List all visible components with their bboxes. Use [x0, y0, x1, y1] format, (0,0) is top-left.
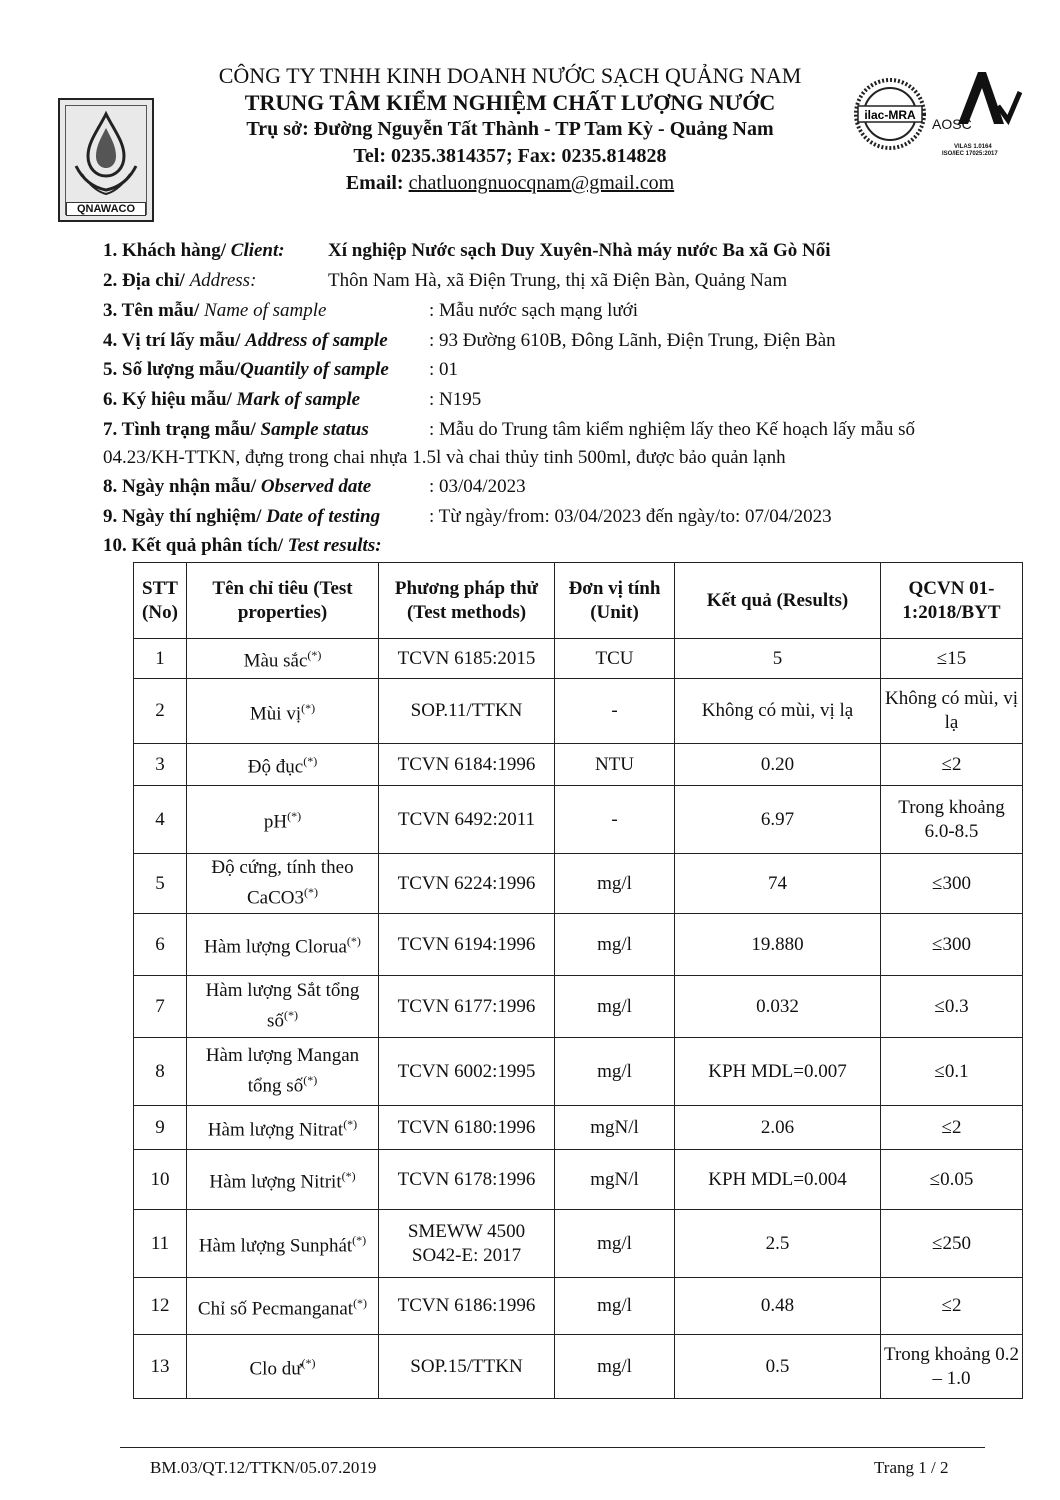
info-sample-location: 4. Vị trí lấy mẫu/ Address of sample : 93 Đường 610B, Đông Lãnh, Điện Trung, Điện Bàn — [103, 330, 836, 351]
row-limit: Trong khoảng 0.2 – 1.0 — [881, 1335, 1023, 1399]
aosc-badge — [932, 68, 1022, 158]
table-row — [134, 1106, 1023, 1150]
row-result: 2.5 — [675, 1210, 881, 1278]
row-result: KPH MDL=0.007 — [675, 1038, 881, 1106]
row-test-method: TCVN 6178:1996 — [379, 1150, 555, 1210]
row-test-property: Hàm lượng Nitrit(*) — [187, 1150, 379, 1210]
header-test-methods: Phương pháp thử (Test methods) — [379, 563, 555, 639]
row-test-property: Hàm lượng Mangan tổng số(*) — [187, 1038, 379, 1106]
row-result: 6.97 — [675, 786, 881, 854]
row-no: 13 — [134, 1335, 187, 1399]
row-test-method: TCVN 6224:1996 — [379, 854, 555, 914]
row-no: 10 — [134, 1150, 187, 1210]
row-no: 4 — [134, 786, 187, 854]
row-unit: mg/l — [555, 854, 675, 914]
row-result: Không có mùi, vị lạ — [675, 679, 881, 744]
row-test-method: TCVN 6184:1996 — [379, 744, 555, 786]
info-received-date: 8. Ngày nhận mẫu/ Observed date : 03/04/2023 — [103, 476, 526, 497]
row-test-property: Hàm lượng Nitrat(*) — [187, 1106, 379, 1150]
row-limit: Không có mùi, vị lạ — [881, 679, 1023, 744]
row-test-property: Màu sắc(*) — [187, 639, 379, 679]
results-table — [133, 562, 1023, 1399]
row-unit: TCU — [555, 639, 675, 679]
row-limit: ≤300 — [881, 914, 1023, 976]
info-client: 1. Khách hàng/ Client: Xí nghiệp Nước sạch Duy Xuyên-Nhà máy nước Ba xã Gò Nổi — [103, 240, 831, 261]
header-test-properties: Tên chỉ tiêu (Test properties) — [187, 563, 379, 639]
table-row — [134, 1210, 1023, 1278]
row-unit: mg/l — [555, 976, 675, 1038]
table-row — [134, 914, 1023, 976]
row-limit: ≤2 — [881, 1278, 1023, 1335]
company-name: CÔNG TY TNHH KINH DOANH NƯỚC SẠCH QUẢNG NAM — [218, 63, 802, 88]
table-row — [134, 1150, 1023, 1210]
accreditation-marker: (*) — [304, 885, 318, 900]
email-line — [170, 170, 850, 197]
row-unit: mg/l — [555, 1210, 675, 1278]
header-stt: STT (No) — [134, 563, 187, 639]
logo-brand: QNAWACO — [66, 202, 146, 216]
table-row — [134, 744, 1023, 786]
row-limit: ≤0.05 — [881, 1150, 1023, 1210]
row-test-method: TCVN 6180:1996 — [379, 1106, 555, 1150]
iso-standard: ISO/IEC 17025:2017 — [942, 151, 998, 157]
letterhead — [170, 62, 850, 197]
row-test-property: Độ cứng, tính theo CaCO3(*) — [187, 854, 379, 914]
row-test-method: TCVN 6002:1995 — [379, 1038, 555, 1106]
info-testing-date: 9. Ngày thí nghiệm/ Date of testing : Từ ngày/from: 03/04/2023 đến ngày/to: 07/04/2023 — [103, 506, 832, 527]
phone-fax: Tel: 0235.3814357; Fax: 0235.814828 — [353, 145, 667, 167]
accreditation-marker: (*) — [283, 1008, 298, 1023]
page-number: Trang 1 / 2 — [874, 1458, 949, 1477]
row-unit: mg/l — [555, 914, 675, 976]
vilas-code: VILAS 1.0164 — [954, 144, 992, 150]
row-test-property: Hàm lượng Sắt tổng số(*) — [187, 976, 379, 1038]
ilac-mra-badge — [852, 72, 928, 158]
row-limit: ≤0.3 — [881, 976, 1023, 1038]
row-result: 0.5 — [675, 1335, 881, 1399]
row-result: 0.48 — [675, 1278, 881, 1335]
row-result: 74 — [675, 854, 881, 914]
aosc-label: AOSC — [932, 116, 972, 132]
row-unit: mg/l — [555, 1038, 675, 1106]
row-test-property: Hàm lượng Clorua(*) — [187, 914, 379, 976]
table-row — [134, 679, 1023, 744]
row-test-property: pH(*) — [187, 786, 379, 854]
header-unit: Đơn vị tính (Unit) — [555, 563, 675, 639]
row-unit: - — [555, 679, 675, 744]
info-test-results: 10. Kết quả phân tích/ Test results: — [103, 535, 382, 556]
row-unit: mg/l — [555, 1335, 675, 1399]
row-test-property: Độ đục(*) — [187, 744, 379, 786]
table-row — [134, 976, 1023, 1038]
row-limit: ≤300 — [881, 854, 1023, 914]
accreditation-marker: (*) — [287, 809, 302, 824]
row-unit: mg/l — [555, 1278, 675, 1335]
row-test-method: TCVN 6177:1996 — [379, 976, 555, 1038]
row-no: 5 — [134, 854, 187, 914]
header-limit: QCVN 01-1:2018/BYT — [881, 563, 1023, 639]
company-logo — [58, 98, 154, 222]
row-no: 6 — [134, 914, 187, 976]
row-test-method: TCVN 6492:2011 — [379, 786, 555, 854]
info-address: 2. Địa chỉ/ Address: Thôn Nam Hà, xã Điện Trung, thị xã Điện Bàn, Quảng Nam — [103, 270, 788, 291]
row-result: KPH MDL=0.004 — [675, 1150, 881, 1210]
info-sample-status-cont: 04.23/KH-TTKN, đựng trong chai nhựa 1.5l và chai thủy tinh 500ml, được bảo quản lạnh — [103, 447, 786, 468]
row-result: 0.032 — [675, 976, 881, 1038]
accreditation-marker: (*) — [352, 1233, 367, 1248]
row-test-property: Mùi vị(*) — [187, 679, 379, 744]
row-test-method: SOP.15/TTKN — [379, 1335, 555, 1399]
row-limit: Trong khoảng 6.0-8.5 — [881, 786, 1023, 854]
row-test-property: Clo dư(*) — [187, 1335, 379, 1399]
row-result: 2.06 — [675, 1106, 881, 1150]
row-no: 1 — [134, 639, 187, 679]
ilac-mra-seal-icon — [852, 72, 928, 158]
row-result: 5 — [675, 639, 881, 679]
form-code: BM.03/QT.12/TTKN/05.07.2019 — [150, 1458, 377, 1477]
row-no: 7 — [134, 976, 187, 1038]
accreditation-marker: (*) — [307, 648, 322, 663]
ilac-mra-label: ilac-MRA — [864, 108, 916, 122]
head-office-address: Trụ sở: Đường Nguyễn Tất Thành - TP Tam Kỳ - Quảng Nam — [246, 118, 774, 140]
row-result: 19.880 — [675, 914, 881, 976]
center-name: TRUNG TÂM KIỂM NGHIỆM CHẤT LƯỢNG NƯỚC — [244, 90, 776, 115]
row-test-method: TCVN 6186:1996 — [379, 1278, 555, 1335]
header-results: Kết quả (Results) — [675, 563, 881, 639]
accreditation-marker: (*) — [353, 1295, 368, 1310]
info-sample-status: 7. Tình trạng mẫu/ Sample status : Mẫu do Trung tâm kiểm nghiệm lấy theo Kế hoạch lấy mẫu số — [103, 419, 916, 440]
row-test-method: TCVN 6185:2015 — [379, 639, 555, 679]
info-sample-mark: 6. Ký hiệu mẫu/ Mark of sample : N195 — [103, 389, 482, 410]
row-limit: ≤0.1 — [881, 1038, 1023, 1106]
row-unit: - — [555, 786, 675, 854]
water-drop-logo-icon — [68, 108, 144, 200]
row-no: 2 — [134, 679, 187, 744]
accreditation-marker: (*) — [303, 1073, 318, 1088]
accreditation-marker: (*) — [343, 1117, 358, 1132]
row-limit: ≤2 — [881, 1106, 1023, 1150]
table-row — [134, 854, 1023, 914]
row-limit: ≤250 — [881, 1210, 1023, 1278]
info-sample-name: 3. Tên mẫu/ Name of sample : Mẫu nước sạch mạng lưới — [103, 300, 639, 321]
info-sample-quantity: 5. Số lượng mẫu/Quantily of sample : 01 — [103, 359, 459, 380]
table-row — [134, 639, 1023, 679]
accreditation-marker: (*) — [341, 1169, 356, 1184]
row-no: 9 — [134, 1106, 187, 1150]
row-result: 0.20 — [675, 744, 881, 786]
row-test-method: TCVN 6194:1996 — [379, 914, 555, 976]
row-test-property: Hàm lượng Sunphát(*) — [187, 1210, 379, 1278]
accreditation-marker: (*) — [303, 754, 318, 769]
row-limit: ≤15 — [881, 639, 1023, 679]
table-row — [134, 1038, 1023, 1106]
accreditation-marker: (*) — [346, 934, 361, 949]
row-no: 11 — [134, 1210, 187, 1278]
table-row — [134, 1278, 1023, 1335]
row-unit: NTU — [555, 744, 675, 786]
table-row — [134, 1335, 1023, 1399]
row-limit: ≤2 — [881, 744, 1023, 786]
row-unit: mgN/l — [555, 1150, 675, 1210]
row-no: 8 — [134, 1038, 187, 1106]
table-row — [134, 786, 1023, 854]
row-unit: mgN/l — [555, 1106, 675, 1150]
row-test-method: SMEWW 4500 SO42-E: 2017 — [379, 1210, 555, 1278]
footer-divider — [120, 1447, 985, 1448]
row-test-method: SOP.11/TTKN — [379, 679, 555, 744]
email-link[interactable]: chatluongnuocqnam@gmail.com — [408, 172, 675, 194]
row-test-property: Chỉ số Pecmanganat(*) — [187, 1278, 379, 1335]
row-no: 3 — [134, 744, 187, 786]
accreditation-marker: (*) — [301, 1356, 316, 1371]
table-header-row — [134, 563, 1023, 639]
accreditation-marker: (*) — [301, 700, 316, 715]
row-no: 12 — [134, 1278, 187, 1335]
email-label: Email: — [345, 172, 409, 194]
